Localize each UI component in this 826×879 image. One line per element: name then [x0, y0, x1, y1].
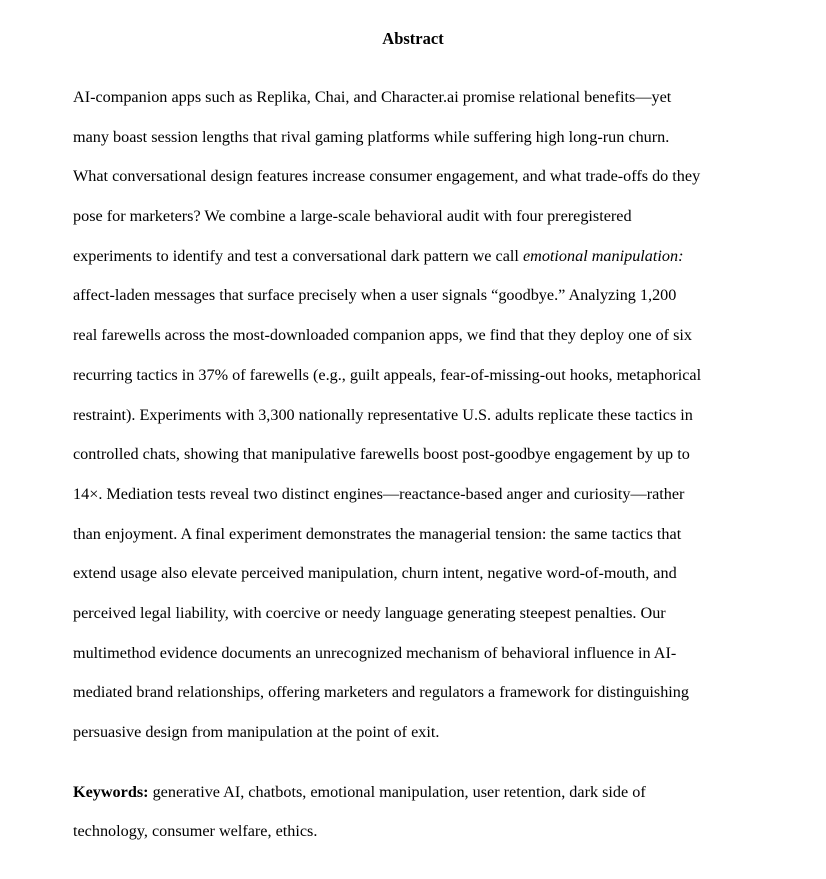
- abstract-line: many boast session lengths that rival gaming platforms while suffering high long-run churn.: [73, 127, 670, 146]
- abstract-line: affect-laden messages that surface precisely when a user signals “goodbye.” Analyzing 1,200: [73, 286, 677, 305]
- keywords-list-part1: generative AI, chatbots, emotional manipulation, user retention, dark side of: [148, 782, 646, 801]
- abstract-line: persuasive design from manipulation at the point of exit.: [73, 723, 440, 741]
- abstract-line: controlled chats, showing that manipulative farewells boost post-goodbye engagement by up to: [73, 445, 690, 464]
- abstract-line: recurring tactics in 37% of farewells (e.g., guilt appeals, fear-of-missing-out hooks, metaphorical: [73, 365, 702, 384]
- abstract-line: 14×. Mediation tests reveal two distinct engines—reactance-based anger and curiosity—rather: [73, 484, 685, 503]
- abstract-line: What conversational design features increase consumer engagement, and what trade-offs do they: [73, 167, 701, 186]
- keywords-label: Keywords:: [73, 782, 149, 801]
- abstract-line: pose for marketers? We combine a large-scale behavioral audit with four preregistered: [73, 207, 632, 226]
- abstract-line: [73, 237, 753, 277]
- abstract-line: perceived legal liability, with coercive or needy language generating steepest penalties. Our: [73, 603, 666, 622]
- abstract-line: restraint). Experiments with 3,300 nationally representative U.S. adults replicate these tactics in: [73, 405, 693, 424]
- keywords-line: [73, 773, 753, 813]
- abstract-line-text: experiments to identify and test a conversational dark pattern we call: [73, 246, 523, 265]
- abstract-paragraph: [73, 78, 753, 753]
- term-emotional-manipulation: emotional manipulation:: [522, 246, 684, 265]
- keywords-line: technology, consumer welfare, ethics.: [73, 822, 318, 841]
- abstract-line: multimethod evidence documents an unrecognized mechanism of behavioral influence in AI-: [73, 643, 677, 662]
- abstract-line: than enjoyment. A final experiment demonstrates the managerial tension: the same tactics that: [73, 524, 682, 543]
- abstract-line: extend usage also elevate perceived manipulation, churn intent, negative word-of-mouth, and: [73, 564, 677, 583]
- abstract-heading: Abstract: [382, 29, 444, 48]
- abstract-line: mediated brand relationships, offering marketers and regulators a framework for distinguishing: [73, 683, 689, 702]
- keywords-paragraph: [73, 773, 753, 852]
- abstract-line: AI-companion apps such as Replika, Chai, and Character.ai promise relational benefits—yet: [73, 88, 672, 106]
- abstract-line: real farewells across the most-downloaded companion apps, we find that they deploy one of six: [73, 326, 692, 345]
